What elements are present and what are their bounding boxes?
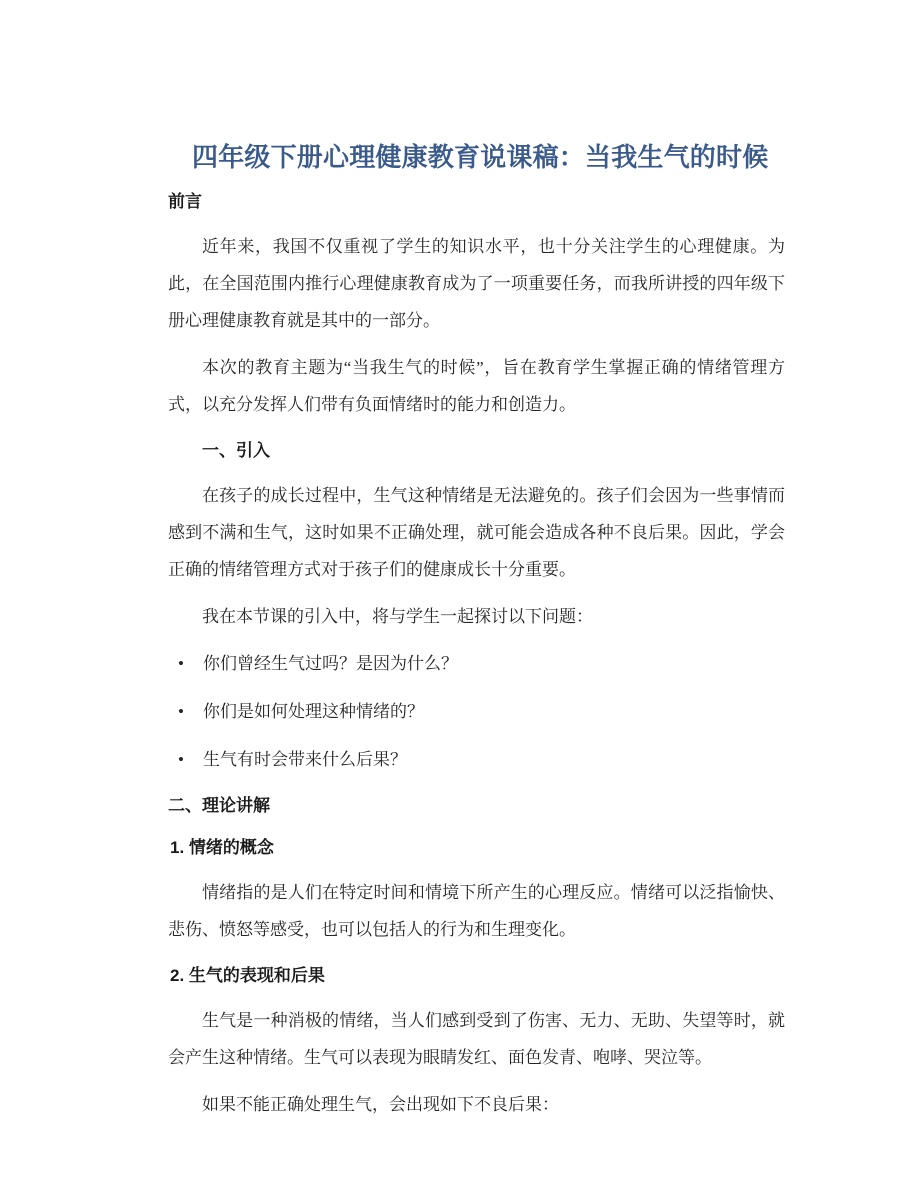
list-item (177, 693, 785, 730)
paragraph-subsection-1-1: 情绪指的是人们在特定时间和情境下所产生的心理反应。情绪可以泛指愉快、悲伤、愤怒等感受，也可以包括人的行为和生理变化。 (168, 883, 785, 939)
paragraph-preface-2: 本次的教育主题为“当我生气的时候”，旨在教育学生掌握正确的情绪管理方式，以充分发挥人们带有负面情绪时的能力和创造力。 (168, 358, 785, 414)
document-content (168, 140, 785, 1133)
bullet-dot-icon: • (178, 750, 184, 769)
bullet-dot-icon: • (178, 702, 184, 721)
paragraph-subsection-2-1: 生气是一种消极的情绪，当人们感到受到了伤害、无力、无助、失望等时，就会产生这种情绪。生气可以表现为眼睛发红、面色发青、咆哮、哭泣等。 (168, 1011, 785, 1067)
heading-section-1: 一、引入 (202, 441, 270, 460)
list-item-label: 你们曾经生气过吗？是因为什么？ (203, 654, 458, 673)
heading-subsection-1: 1. 情绪的概念 (170, 838, 274, 857)
bullet-dot-icon: • (178, 654, 184, 673)
paragraph-preface-1: 近年来，我国不仅重视了学生的知识水平，也十分关注学生的心理健康。为此，在全国范围内推行心理健康教育成为了一项重要任务，而我所讲授的四年级下册心理健康教育就是其中的一部分。 (168, 237, 785, 330)
heading-section-2: 二、理论讲解 (168, 796, 270, 815)
paragraph-section-1-2: 我在本节课的引入中，将与学生一起探讨以下问题： (202, 607, 593, 626)
list-item-label: 你们是如何处理这种情绪的？ (203, 702, 424, 721)
question-bullet-list (168, 645, 785, 778)
list-item-label: 生气有时会带来什么后果？ (203, 750, 407, 769)
heading-preface: 前言 (168, 192, 202, 211)
heading-subsection-2: 2. 生气的表现和后果 (170, 966, 325, 985)
list-item (177, 645, 785, 682)
page-title: 四年级下册心理健康教育说课稿：当我生气的时候 (192, 142, 769, 172)
paragraph-subsection-2-2: 如果不能正确处理生气，会出现如下不良后果： (202, 1095, 559, 1114)
list-item (177, 741, 785, 778)
paragraph-section-1-1: 在孩子的成长过程中，生气这种情绪是无法避免的。孩子们会因为一些事情而感到不满和生气，这时如果不正确处理，就可能会造成各种不良后果。因此，学会正确的情绪管理方式对于孩子们的健康成长十分重要。 (168, 486, 785, 579)
